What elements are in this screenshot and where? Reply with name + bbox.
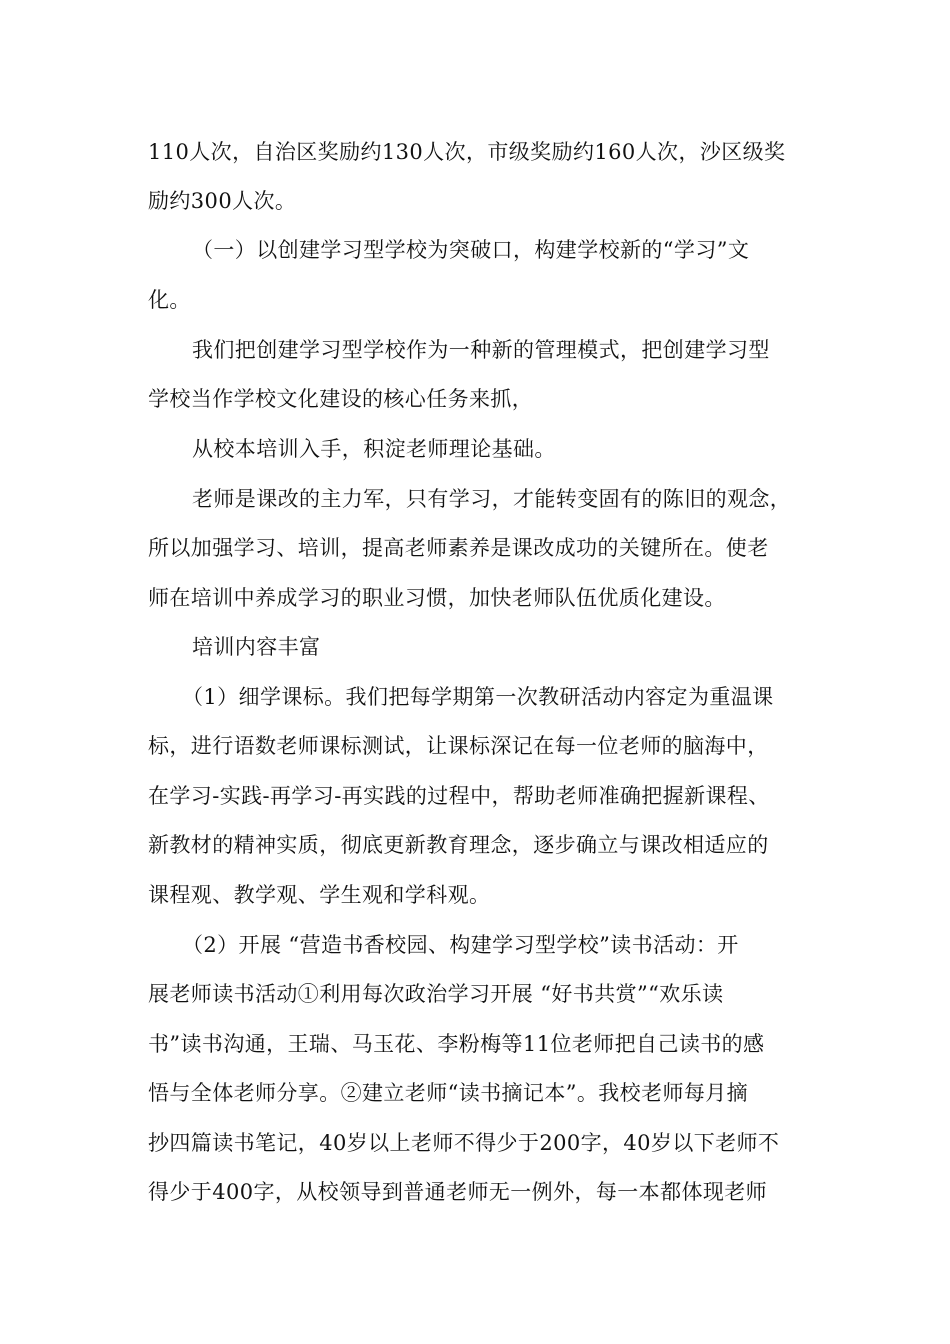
text-line: 学校当作学校文化建设的核心任务来抓， — [148, 387, 534, 411]
text-line: 老师是课改的主力军，只有学习，才能转变固有的陈旧的观念， — [192, 487, 792, 511]
text-line: 所以加强学习、培训，提高老师素养是课改成功的关键所在。使老 — [148, 536, 769, 560]
text-line: 标，进行语数老师课标测试，让课标深记在每一位老师的脑海中， — [148, 734, 769, 758]
section-heading-line: （一）以创建学习型学校为突破口，构建学校新的“学习”文 — [192, 238, 750, 262]
text-line: 我们把创建学习型学校作为一种新的管理模式，把创建学习型 — [192, 338, 770, 362]
text-line: （2）开展 “营造书香校园、构建学习型学校”读书活动：开 — [182, 933, 739, 957]
text-line: 在学习-实践-再学习-再实践的过程中，帮助老师准确把握新课程、 — [148, 784, 770, 808]
text-line: （1）细学课标。我们把每学期第一次教研活动内容定为重温课 — [182, 685, 774, 709]
text-line: 新教材的精神实质，彻底更新教育理念，逐步确立与课改相适应的 — [148, 833, 769, 857]
text-line: 展老师读书活动①利用每次政治学习开展 “好书共赏”“欢乐读 — [148, 982, 724, 1006]
text-line: 从校本培训入手，积淀老师理论基础。 — [192, 437, 556, 461]
text-line: 师在培训中养成学习的职业习惯，加快老师队伍优质化建设。 — [148, 586, 726, 610]
text-line: 课程观、教学观、学生观和学科观。 — [148, 883, 491, 907]
text-line: 得少于400字，从校领导到普通老师无一例外，每一本都体现老师 — [148, 1180, 768, 1204]
text-line: 悟与全体老师分享。②建立老师“读书摘记本”。我校老师每月摘 — [148, 1081, 749, 1105]
section-heading-line: 化。 — [148, 288, 191, 312]
text-line: 抄四篇读书笔记，40岁以上老师不得少于200字，40岁以下老师不 — [148, 1131, 780, 1155]
text-line: 110人次，自治区奖励约130人次，市级奖励约160人次，沙区级奖 — [148, 140, 786, 164]
text-line: 励约300人次。 — [148, 189, 297, 213]
subheading-line: 培训内容丰富 — [192, 635, 321, 659]
text-line: 书”读书沟通，王瑞、马玉花、李粉梅等11位老师把自己读书的感 — [148, 1032, 765, 1056]
